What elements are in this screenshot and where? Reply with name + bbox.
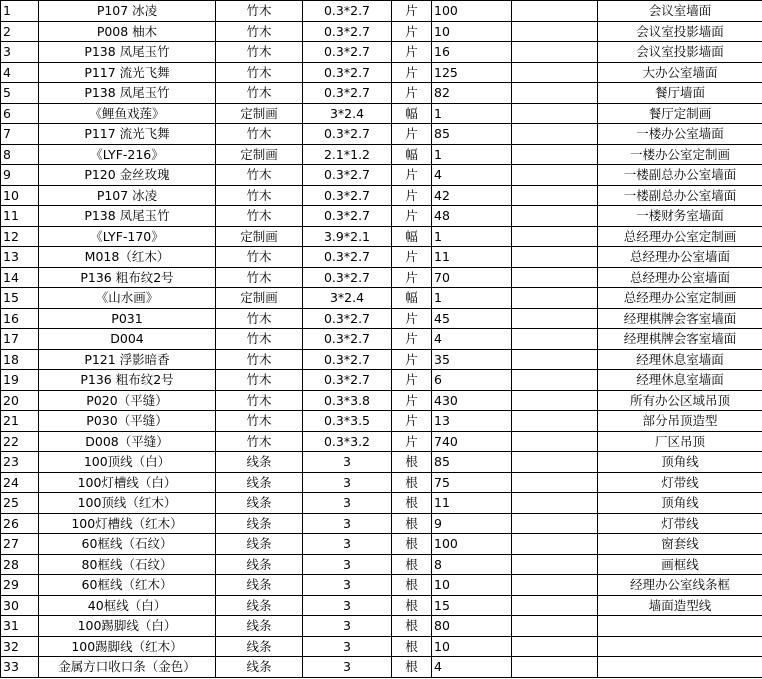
unit-cell[interactable]: 片 [392,42,432,63]
unit-cell[interactable]: 片 [392,390,432,411]
row-number-cell[interactable]: 15 [1,288,39,309]
empty-cell[interactable] [512,431,598,452]
row-number-cell[interactable]: 21 [1,411,39,432]
unit-cell[interactable]: 根 [392,595,432,616]
material-type-cell[interactable]: 定制画 [216,103,303,124]
quantity-cell[interactable]: 1 [432,103,512,124]
location-cell[interactable]: 一楼办公室墙面 [598,124,762,145]
table-row [1,42,762,63]
material-name-cell[interactable]: 100顶线（红木） [39,493,216,514]
row-number-cell[interactable]: 24 [1,472,39,493]
empty-cell[interactable] [512,42,598,63]
row-number-cell[interactable]: 13 [1,247,39,268]
empty-cell[interactable] [512,657,598,678]
material-type-cell[interactable]: 竹木 [216,247,303,268]
quantity-cell[interactable]: 42 [432,185,512,206]
material-type-cell[interactable]: 竹木 [216,390,303,411]
unit-cell[interactable]: 片 [392,124,432,145]
unit-cell[interactable]: 片 [392,62,432,83]
material-name-cell[interactable]: D004 [39,329,216,350]
unit-cell[interactable]: 幅 [392,103,432,124]
empty-cell[interactable] [512,513,598,534]
row-number-cell[interactable]: 23 [1,452,39,473]
empty-cell[interactable] [512,349,598,370]
table-row [1,390,762,411]
table-row [1,21,762,42]
unit-cell[interactable]: 片 [392,431,432,452]
row-number-cell[interactable]: 20 [1,390,39,411]
unit-cell[interactable]: 片 [392,247,432,268]
location-cell[interactable]: 经理棋牌会客室墙面 [598,308,762,329]
location-cell[interactable]: 顶角线 [598,493,762,514]
quantity-cell[interactable]: 48 [432,206,512,227]
location-cell[interactable]: 餐厅墙面 [598,83,762,104]
row-number-cell[interactable]: 5 [1,83,39,104]
spec-cell[interactable]: 3 [303,452,392,473]
material-type-cell[interactable]: 竹木 [216,411,303,432]
quantity-cell[interactable]: 82 [432,83,512,104]
spec-cell[interactable]: 3 [303,575,392,596]
spec-cell[interactable]: 0.3*2.7 [303,42,392,63]
spec-cell[interactable]: 3 [303,595,392,616]
row-number-cell[interactable]: 31 [1,616,39,637]
material-type-cell[interactable]: 竹木 [216,62,303,83]
material-type-cell[interactable]: 竹木 [216,267,303,288]
material-type-cell[interactable]: 竹木 [216,21,303,42]
quantity-cell[interactable]: 85 [432,124,512,145]
quantity-cell[interactable]: 9 [432,513,512,534]
spec-cell[interactable]: 2.1*1.2 [303,144,392,165]
material-type-cell[interactable]: 竹木 [216,431,303,452]
row-number-cell[interactable]: 2 [1,21,39,42]
row-number-cell[interactable]: 1 [1,1,39,22]
quantity-cell[interactable]: 10 [432,21,512,42]
material-type-cell[interactable]: 竹木 [216,1,303,22]
location-cell[interactable]: 一楼办公室定制画 [598,144,762,165]
material-name-cell[interactable]: 《鲤鱼戏莲》 [39,103,216,124]
quantity-cell[interactable]: 70 [432,267,512,288]
quantity-cell[interactable]: 13 [432,411,512,432]
spec-cell[interactable]: 3 [303,616,392,637]
table-row [1,83,762,104]
spec-cell[interactable]: 3*2.4 [303,288,392,309]
spec-cell[interactable]: 0.3*2.7 [303,165,392,186]
empty-cell[interactable] [512,124,598,145]
table-row [1,144,762,165]
spec-cell[interactable]: 0.3*2.7 [303,329,392,350]
row-number-cell[interactable]: 8 [1,144,39,165]
material-name-cell[interactable]: M018（红木） [39,247,216,268]
material-type-cell[interactable]: 竹木 [216,165,303,186]
unit-cell[interactable]: 根 [392,534,432,555]
spec-cell[interactable]: 0.3*3.2 [303,431,392,452]
material-name-cell[interactable]: P020（平缝） [39,390,216,411]
material-name-cell[interactable]: 100踢脚线（红木） [39,636,216,657]
spec-cell[interactable]: 3 [303,513,392,534]
quantity-cell[interactable]: 4 [432,165,512,186]
location-cell[interactable]: 经理棋牌会客室墙面 [598,329,762,350]
quantity-cell[interactable]: 10 [432,636,512,657]
quantity-cell[interactable]: 4 [432,657,512,678]
row-number-cell[interactable]: 28 [1,554,39,575]
table-row [1,206,762,227]
material-name-cell[interactable]: 《山水画》 [39,288,216,309]
unit-cell[interactable]: 根 [392,472,432,493]
empty-cell[interactable] [512,329,598,350]
table-row [1,226,762,247]
unit-cell[interactable]: 根 [392,575,432,596]
row-number-cell[interactable]: 11 [1,206,39,227]
empty-cell[interactable] [512,308,598,329]
empty-cell[interactable] [512,247,598,268]
unit-cell[interactable]: 根 [392,513,432,534]
table-row [1,288,762,309]
table-row [1,472,762,493]
row-number-cell[interactable]: 27 [1,534,39,555]
material-type-cell[interactable]: 线条 [216,657,303,678]
empty-cell[interactable] [512,226,598,247]
unit-cell[interactable]: 片 [392,21,432,42]
empty-cell[interactable] [512,554,598,575]
table-row [1,411,762,432]
table-row [1,636,762,657]
table-row [1,308,762,329]
empty-cell[interactable] [512,185,598,206]
unit-cell[interactable]: 片 [392,165,432,186]
empty-cell[interactable] [512,390,598,411]
table-row [1,616,762,637]
row-number-cell[interactable]: 4 [1,62,39,83]
material-name-cell[interactable]: 40框线（白） [39,595,216,616]
material-type-cell[interactable]: 定制画 [216,288,303,309]
empty-cell[interactable] [512,411,598,432]
quantity-cell[interactable]: 75 [432,472,512,493]
location-cell[interactable]: 总经理办公室墙面 [598,267,762,288]
table-row [1,267,762,288]
table-row [1,103,762,124]
table-row [1,1,762,22]
quantity-cell[interactable]: 430 [432,390,512,411]
row-number-cell[interactable]: 9 [1,165,39,186]
unit-cell[interactable]: 根 [392,657,432,678]
table-row [1,493,762,514]
spec-cell[interactable]: 3 [303,534,392,555]
empty-cell[interactable] [512,21,598,42]
spec-cell[interactable]: 3 [303,493,392,514]
material-type-cell[interactable]: 线条 [216,636,303,657]
row-number-cell[interactable]: 18 [1,349,39,370]
table-row [1,329,762,350]
table-row [1,349,762,370]
unit-cell[interactable]: 片 [392,267,432,288]
quantity-cell[interactable]: 15 [432,595,512,616]
table-row [1,595,762,616]
material-name-cell[interactable]: 80框线（石纹） [39,554,216,575]
quantity-cell[interactable]: 10 [432,575,512,596]
row-number-cell[interactable]: 26 [1,513,39,534]
empty-cell[interactable] [512,288,598,309]
row-number-cell[interactable]: 6 [1,103,39,124]
location-cell[interactable]: 餐厅定制画 [598,103,762,124]
row-number-cell[interactable]: 32 [1,636,39,657]
location-cell[interactable]: 会议室投影墙面 [598,21,762,42]
quantity-cell[interactable]: 4 [432,329,512,350]
location-cell[interactable]: 会议室投影墙面 [598,42,762,63]
location-cell[interactable]: 一楼财务室墙面 [598,206,762,227]
unit-cell[interactable]: 幅 [392,144,432,165]
location-cell[interactable]: 一楼副总办公室墙面 [598,185,762,206]
row-number-cell[interactable]: 12 [1,226,39,247]
row-number-cell[interactable]: 33 [1,657,39,678]
material-type-cell[interactable]: 线条 [216,452,303,473]
location-cell[interactable] [598,616,762,637]
location-cell[interactable]: 墙面造型线 [598,595,762,616]
material-name-cell[interactable]: 60框线（石纹） [39,534,216,555]
table-row [1,452,762,473]
spec-cell[interactable]: 3.9*2.1 [303,226,392,247]
quantity-cell[interactable]: 11 [432,493,512,514]
material-name-cell[interactable]: P107 冰凌 [39,1,216,22]
location-cell[interactable]: 所有办公区域吊顶 [598,390,762,411]
empty-cell[interactable] [512,1,598,22]
material-type-cell[interactable]: 定制画 [216,226,303,247]
unit-cell[interactable]: 根 [392,452,432,473]
row-number-cell[interactable]: 22 [1,431,39,452]
material-name-cell[interactable]: P031 [39,308,216,329]
quantity-cell[interactable]: 100 [432,534,512,555]
material-type-cell[interactable]: 竹木 [216,308,303,329]
quantity-cell[interactable]: 1 [432,226,512,247]
empty-cell[interactable] [512,452,598,473]
material-type-cell[interactable]: 竹木 [216,370,303,391]
material-type-cell[interactable]: 线条 [216,493,303,514]
material-name-cell[interactable]: P008 柚木 [39,21,216,42]
material-type-cell[interactable]: 线条 [216,575,303,596]
empty-cell[interactable] [512,370,598,391]
table-row [1,165,762,186]
row-number-cell[interactable]: 10 [1,185,39,206]
material-type-cell[interactable]: 竹木 [216,206,303,227]
material-name-cell[interactable]: P136 粗布纹2号 [39,370,216,391]
unit-cell[interactable]: 片 [392,206,432,227]
material-type-cell[interactable]: 竹木 [216,185,303,206]
spec-cell[interactable]: 0.3*2.7 [303,62,392,83]
empty-cell[interactable] [512,165,598,186]
location-cell[interactable]: 总经理办公室定制画 [598,226,762,247]
location-cell[interactable]: 大办公室墙面 [598,62,762,83]
quantity-cell[interactable]: 11 [432,247,512,268]
unit-cell[interactable]: 幅 [392,226,432,247]
empty-cell[interactable] [512,83,598,104]
unit-cell[interactable]: 片 [392,349,432,370]
row-number-cell[interactable]: 19 [1,370,39,391]
row-number-cell[interactable]: 3 [1,42,39,63]
material-name-cell[interactable]: 60框线（红木） [39,575,216,596]
spec-cell[interactable]: 3 [303,554,392,575]
spec-cell[interactable]: 0.3*2.7 [303,349,392,370]
table-body [1,1,762,678]
empty-cell[interactable] [512,534,598,555]
material-name-cell[interactable]: 《LYF-170》 [39,226,216,247]
material-name-cell[interactable]: 《LYF-216》 [39,144,216,165]
spec-cell[interactable]: 0.3*2.7 [303,247,392,268]
spec-cell[interactable]: 0.3*2.7 [303,21,392,42]
spec-cell[interactable]: 0.3*2.7 [303,206,392,227]
material-type-cell[interactable]: 定制画 [216,144,303,165]
unit-cell[interactable]: 片 [392,83,432,104]
table-row [1,513,762,534]
quantity-cell[interactable]: 1 [432,288,512,309]
material-name-cell[interactable]: 100踢脚线（白） [39,616,216,637]
material-name-cell[interactable]: P030（平缝） [39,411,216,432]
quantity-cell[interactable]: 1 [432,144,512,165]
empty-cell[interactable] [512,595,598,616]
quantity-cell[interactable]: 85 [432,452,512,473]
table-row [1,575,762,596]
quantity-cell[interactable]: 35 [432,349,512,370]
table-row [1,554,762,575]
row-number-cell[interactable]: 17 [1,329,39,350]
spec-cell[interactable]: 0.3*2.7 [303,83,392,104]
material-type-cell[interactable]: 线条 [216,616,303,637]
material-type-cell[interactable]: 线条 [216,513,303,534]
row-number-cell[interactable]: 25 [1,493,39,514]
empty-cell[interactable] [512,267,598,288]
quantity-cell[interactable]: 16 [432,42,512,63]
location-cell[interactable]: 总经理办公室墙面 [598,247,762,268]
material-name-cell[interactable]: P117 流光飞舞 [39,62,216,83]
location-cell[interactable]: 灯带线 [598,472,762,493]
spec-cell[interactable]: 0.3*2.7 [303,267,392,288]
unit-cell[interactable]: 片 [392,329,432,350]
spec-cell[interactable]: 0.3*2.7 [303,308,392,329]
material-name-cell[interactable]: P136 粗布纹2号 [39,267,216,288]
table-row [1,62,762,83]
material-type-cell[interactable]: 竹木 [216,349,303,370]
table-row [1,185,762,206]
location-cell[interactable]: 经理休息室墙面 [598,370,762,391]
spec-cell[interactable]: 0.3*2.7 [303,185,392,206]
location-cell[interactable]: 总经理办公室定制画 [598,288,762,309]
material-name-cell[interactable]: P121 浮影暗香 [39,349,216,370]
material-name-cell[interactable]: D008（平缝） [39,431,216,452]
row-number-cell[interactable]: 30 [1,595,39,616]
material-type-cell[interactable]: 竹木 [216,42,303,63]
table-row [1,657,762,678]
material-name-cell[interactable]: P138 凤尾玉竹 [39,206,216,227]
location-cell[interactable]: 厂区吊顶 [598,431,762,452]
spec-cell[interactable]: 0.3*3.8 [303,390,392,411]
material-name-cell[interactable]: P117 流光飞舞 [39,124,216,145]
unit-cell[interactable]: 片 [392,1,432,22]
location-cell[interactable]: 灯带线 [598,513,762,534]
empty-cell[interactable] [512,144,598,165]
material-name-cell[interactable]: P138 凤尾玉竹 [39,42,216,63]
table-row [1,431,762,452]
empty-cell[interactable] [512,575,598,596]
quantity-cell[interactable]: 45 [432,308,512,329]
quantity-cell[interactable]: 100 [432,1,512,22]
location-cell[interactable]: 一楼副总办公室墙面 [598,165,762,186]
row-number-cell[interactable]: 14 [1,267,39,288]
empty-cell[interactable] [512,616,598,637]
location-cell[interactable]: 经理办公室线条框 [598,575,762,596]
row-number-cell[interactable]: 16 [1,308,39,329]
material-name-cell[interactable]: P138 凤尾玉竹 [39,83,216,104]
quantity-cell[interactable]: 6 [432,370,512,391]
location-cell[interactable]: 部分吊顶造型 [598,411,762,432]
table-row [1,534,762,555]
unit-cell[interactable]: 根 [392,554,432,575]
table-row [1,124,762,145]
empty-cell[interactable] [512,493,598,514]
material-type-cell[interactable]: 线条 [216,472,303,493]
material-name-cell[interactable]: P120 金丝玫瑰 [39,165,216,186]
unit-cell[interactable]: 根 [392,493,432,514]
material-type-cell[interactable]: 线条 [216,554,303,575]
spec-cell[interactable]: 3*2.4 [303,103,392,124]
quantity-cell[interactable]: 740 [432,431,512,452]
unit-cell[interactable]: 片 [392,308,432,329]
location-cell[interactable]: 会议室墙面 [598,1,762,22]
unit-cell[interactable]: 片 [392,185,432,206]
material-type-cell[interactable]: 竹木 [216,124,303,145]
material-name-cell[interactable]: 100顶线（白） [39,452,216,473]
material-name-cell[interactable]: 100灯槽线（红木） [39,513,216,534]
quantity-cell[interactable]: 80 [432,616,512,637]
empty-cell[interactable] [512,636,598,657]
location-cell[interactable] [598,657,762,678]
location-cell[interactable]: 经理休息室墙面 [598,349,762,370]
material-name-cell[interactable]: P107 冰凌 [39,185,216,206]
material-name-cell[interactable]: 100灯槽线（白） [39,472,216,493]
spec-cell[interactable]: 3 [303,636,392,657]
location-cell[interactable]: 顶角线 [598,452,762,473]
location-cell[interactable] [598,636,762,657]
spec-cell[interactable]: 0.3*2.7 [303,1,392,22]
material-name-cell[interactable]: 金属方口收口条（金色） [39,657,216,678]
unit-cell[interactable]: 幅 [392,288,432,309]
material-type-cell[interactable]: 竹木 [216,83,303,104]
row-number-cell[interactable]: 29 [1,575,39,596]
unit-cell[interactable]: 片 [392,370,432,391]
quantity-cell[interactable]: 125 [432,62,512,83]
unit-cell[interactable]: 根 [392,636,432,657]
empty-cell[interactable] [512,206,598,227]
unit-cell[interactable]: 根 [392,616,432,637]
table-row [1,247,762,268]
location-cell[interactable]: 窗套线 [598,534,762,555]
location-cell[interactable]: 画框线 [598,554,762,575]
empty-cell[interactable] [512,472,598,493]
spec-cell[interactable]: 3 [303,472,392,493]
row-number-cell[interactable]: 7 [1,124,39,145]
material-type-cell[interactable]: 线条 [216,534,303,555]
empty-cell[interactable] [512,103,598,124]
table-row [1,370,762,391]
material-type-cell[interactable]: 线条 [216,595,303,616]
spec-cell[interactable]: 0.3*3.5 [303,411,392,432]
material-type-cell[interactable]: 竹木 [216,329,303,350]
spec-cell[interactable]: 3 [303,657,392,678]
spec-cell[interactable]: 0.3*2.7 [303,124,392,145]
spec-cell[interactable]: 0.3*2.7 [303,370,392,391]
quantity-cell[interactable]: 8 [432,554,512,575]
unit-cell[interactable]: 片 [392,411,432,432]
empty-cell[interactable] [512,62,598,83]
